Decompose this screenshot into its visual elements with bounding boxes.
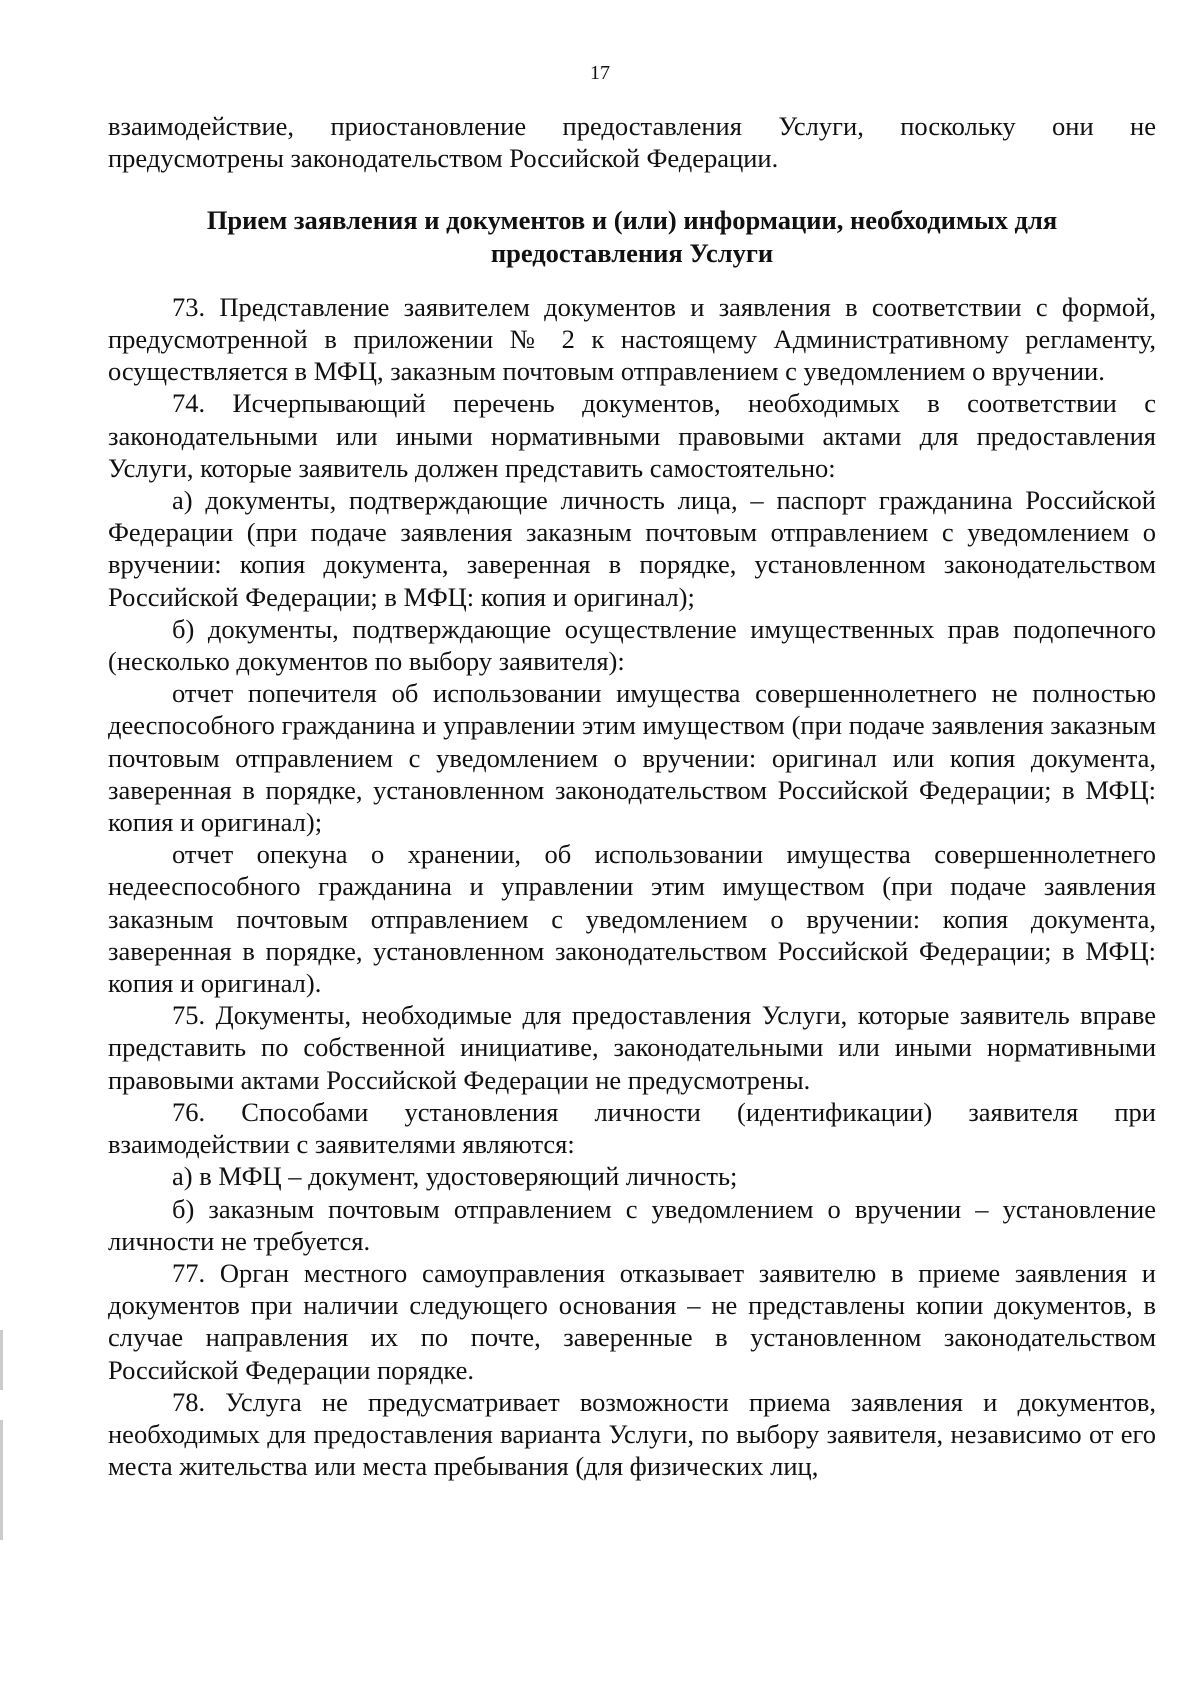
paragraph-73: 73. Представление заявителем документов и заявления в соответствии с формой, предусмотренной в приложении № 2 к настоящему Административному регламенту, осуществляется в МФЦ, заказным почтовым отправлением с уведомлением о вручении.	[108, 291, 1156, 387]
paragraph-trustee-report: отчет попечителя об использовании имущества совершеннолетнего не полностью дееспособного гражданина и управлении этим имуществом (при подаче заявления заказным почтовым отправлением с уведомлением о вручении: оригинал или копия документа, заверенная в порядке, установленном законодательством Российской Федерации; в МФЦ: копия и оригинал);	[108, 678, 1156, 838]
paragraph-77: 77. Орган местного самоуправления отказывает заявителю в приеме заявления и документов при наличии следующего основания – не представлены копии документов, в случае направления их по почте, заверенные в установленном законодательством Российской Федерации порядке.	[108, 1257, 1156, 1385]
page-number: 17	[590, 62, 610, 84]
document-body	[108, 110, 1156, 1482]
paragraph-76-a: а) в МФЦ – документ, удостоверяющий личность;	[172, 1161, 738, 1192]
paragraph-continuation: взаимодействие, приостановление предоставления Услуги, поскольку они не предусмотрены законодательством Российской Федерации.	[108, 111, 1156, 174]
paragraph-76-b: б) заказным почтовым отправлением с уведомлением о вручении – установление личности не требуется.	[108, 1193, 1156, 1256]
paragraph-74-a: а) документы, подтверждающие личность лица, – паспорт гражданина Российской Федерации (при подаче заявления заказным почтовым отправлением с уведомлением о вручении: копия документа, заверенная в порядке, установленном законодательством Российской Федерации; в МФЦ: копия и оригинал);	[108, 485, 1156, 612]
scan-edge-mark	[0, 1420, 3, 1540]
paragraph-guardian-report: отчет опекуна о хранении, об использовании имущества совершеннолетнего недееспособного гражданина и управлении этим имуществом (при подаче заявления заказным почтовым отправлением с уведомлением о вручении: копия документа, заверенная в порядке, установленном законодательством Российской Федерации; в МФЦ: копия и оригинал).	[108, 839, 1156, 999]
scan-edge-mark	[0, 1330, 3, 1390]
paragraph-76: 76. Способами установления личности (идентификации) заявителя при взаимодействии с заявителями являются:	[108, 1096, 1156, 1160]
paragraph-74: 74. Исчерпывающий перечень документов, необходимых в соответствии с законодательными или иными нормативными правовыми актами для предоставления Услуги, которые заявитель должен представить самостоятельно:	[108, 388, 1156, 483]
paragraph-78: 78. Услуга не предусматривает возможности приема заявления и документов, необходимых для предоставления варианта Услуги, по выбору заявителя, независимо от его места жительства или места пребывания (для физических лиц,	[108, 1386, 1156, 1482]
paragraph-75: 75. Документы, необходимые для предоставления Услуги, которые заявитель вправе представить по собственной инициативе, законодательными или иными нормативными правовыми актами Российской Федерации не предусмотрены.	[108, 1000, 1156, 1095]
section-heading: Прием заявления и документов и (или) информации, необходимых для предоставления Услуги	[206, 205, 1058, 268]
paragraph-74-b: б) документы, подтверждающие осуществление имущественных прав подопечного (несколько документов по выбору заявителя):	[108, 613, 1156, 677]
